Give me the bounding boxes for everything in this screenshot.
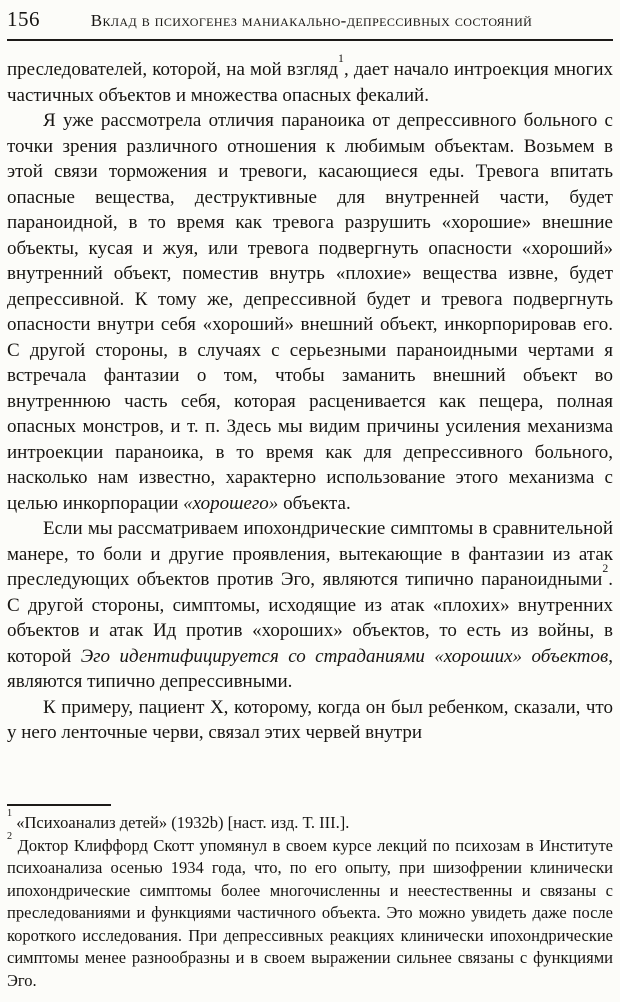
paragraph-1-text: преследователей, которой, на мой взгляд [7, 59, 339, 80]
paragraph-4 [7, 695, 613, 746]
footnote-2-text: Доктор Клиффорд Скотт упомянул в своем курсе лекций по психозам в Институте психоанализа осенью 1934 года, что, по его опыту, при шизофрении клинически ипохондрические симптомы более многочисленны и неестественны и связаны с преследованиями и функциями частичного объекта. Это можно увидеть даже после короткого исследования. При депрессивных реакциях клинически ипохондрические симптомы менее разнообразны и в своем выражении сильнее связаны с функциями Эго. [7, 835, 613, 990]
footnote-ref-1: 1 [338, 51, 344, 65]
paragraph-1-text-after: , дает начало интроекция многих частичных объектов и множества опасных фекалий. [7, 59, 613, 106]
paragraph-4-text: К примеру, пациент X, которому, когда он был ребенком, сказали, что у него ленточные черви, связал этих червей внутри [7, 696, 613, 743]
paragraph-3-text-end: , являются типично депрессивными. [7, 645, 613, 692]
paragraph-2-italic: «хорошего» [183, 492, 279, 514]
running-title: Вклад в психогенез маниакально-депрессивных состояний [90, 11, 533, 30]
paragraph-3-italic: Эго идентифицируется со страданиями «хороших» объектов [80, 645, 609, 667]
paragraph-3-text: Если мы рассматриваем ипохондрические симптомы в сравнительной манере, то боли и другие проявления, вытекающие в фантазии из атак преследующих объектов против Эго, являются типично параноидными [7, 518, 613, 590]
footnotes-section [7, 804, 613, 992]
body-text [7, 51, 613, 746]
footnote-2 [7, 830, 613, 993]
footnote-separator [7, 804, 111, 806]
footnote-1 [7, 808, 613, 835]
footnote-1-text: «Психоанализ детей» (1932b) [наст. изд. Т. III.]. [12, 813, 350, 832]
paragraph-2-text: Я уже рассмотрела отличия параноика от депрессивного больного с точки зрения различного отношения к любимым объектам. Возьмем в этой связи торможения и тревоги, касающиеся еды. Тревога впитать опасные вещества, деструктивные для внутренней части, будет параноидной, в то время как тревога разрушить «хорошие» внешние объекты, кусая и жуя, или тревога подвергнуть опасности «хороший» внутренний объект, поместив внутрь «плохие» вещества извне, будет депрессивной. К тому же, депрессивной будет и тревога подвергнуть опасности внутри себя «хороший» внешний объект, инкорпорировав его. С другой стороны, в случаях с серьезными параноидными чертами я встречала фантазии о том, чтобы заманить внешний объект во внутреннюю часть себя, которая расценивается как пещера, полная опасных монстров, и т. п. Здесь мы видим причины усиления механизма интроекции параноика, в то время как для депрессивного больного, насколько нам известно, характерно использование этого механизма с целью инкорпорации [7, 110, 613, 514]
paragraph-1 [7, 51, 613, 108]
paragraph-2 [7, 108, 613, 516]
paragraph-3 [7, 516, 613, 695]
paragraph-3-text-mid: . С другой стороны, симптомы, исходящие из атак «плохих» внутренних объектов и атак Ид против «хороших» объектов, то есть из войны, в которой [7, 569, 613, 667]
footnote-2-marker: 2 [7, 830, 13, 842]
footnote-ref-2: 2 [602, 561, 609, 575]
footnote-1-marker: 1 [7, 808, 13, 820]
page-number: 156 [7, 7, 40, 31]
paragraph-2-text-end: объекта. [278, 492, 351, 514]
page-header [7, 8, 613, 41]
